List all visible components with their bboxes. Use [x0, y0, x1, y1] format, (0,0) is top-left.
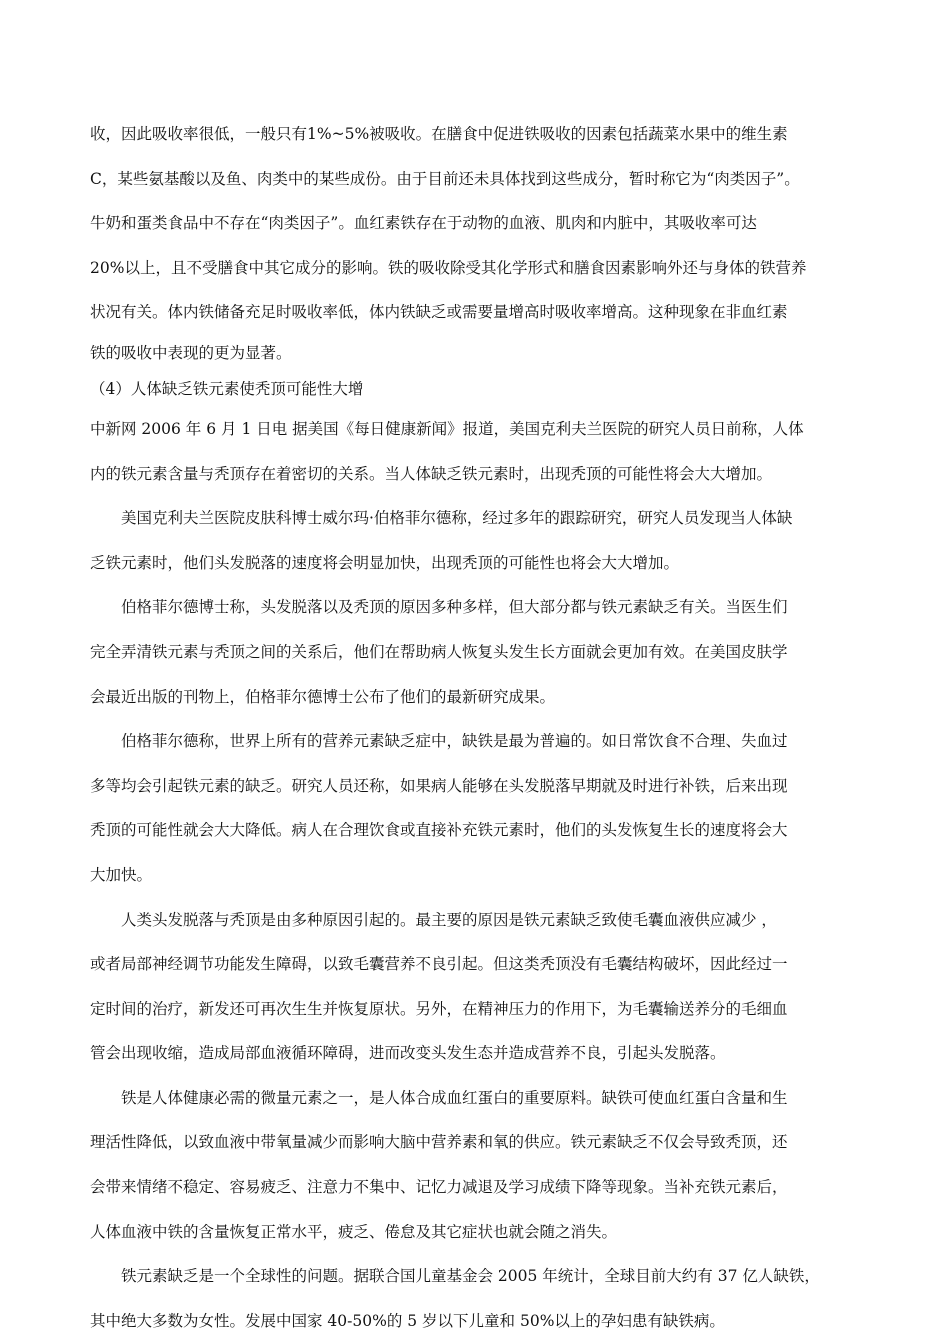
paragraph-6	[90, 1254, 870, 1343]
text-line: 伯格菲尔德称，世界上所有的营养元素缺乏症中，缺铁是最为普遍的。如日常饮食不合理、失血过	[121, 732, 788, 751]
text-line: 或者局部神经调节功能发生障碍，以致毛囊营养不良引起。但这类秃顶没有毛囊结构破坏，因此经过一	[90, 955, 788, 974]
text-line: 人类头发脱落与秃顶是由多种原因引起的。最主要的原因是铁元素缺乏致使毛囊血液供应减少 ，	[121, 910, 777, 929]
text-line: 会带来情绪不稳定、容易疲乏、注意力不集中、记忆力减退及学习成绩下降等现象。当补充铁元素后，	[90, 1178, 788, 1197]
text-line: 乏铁元素时，他们头发脱落的速度将会明显加快，出现秃顶的可能性也将会大大增加。	[90, 553, 680, 572]
text-line: 伯格菲尔德博士称，头发脱落以及秃顶的原因多种多样，但大部分都与铁元素缺乏有关。当医生们	[121, 598, 788, 617]
document-page	[90, 112, 870, 1343]
intro-paragraph	[90, 112, 870, 371]
text-line: 状况有关。体内铁储备充足时吸收率低，体内铁缺乏或需要量增高时吸收率增高。这种现象在非血红素	[90, 303, 788, 322]
section-heading: （4）人体缺乏铁元素使秃顶可能性大增	[90, 379, 364, 398]
text-line: 铁是人体健康必需的微量元素之一，是人体合成血红蛋白的重要原料。缺铁可使血红蛋白含量和生	[121, 1088, 788, 1107]
text-line: 内的铁元素含量与秃顶存在着密切的关系。当人体缺乏铁元素时，出现秃顶的可能性将会大大增加。	[90, 464, 773, 483]
text-line: 管会出现收缩，造成局部血液循环障碍，进而改变头发生态并造成营养不良，引起头发脱落。	[90, 1044, 726, 1063]
text-line: 20%以上，且不受膳食中其它成分的影响。铁的吸收除受其化学形式和膳食因素影响外还与身体的铁营养	[90, 258, 807, 277]
paragraph-1	[90, 496, 870, 585]
text-line: 秃顶的可能性就会大大降低。病人在合理饮食或直接补充铁元素时，他们的头发恢复生长的速度将会大	[90, 821, 788, 840]
text-line: 完全弄清铁元素与秃顶之间的关系后，他们在帮助病人恢复头发生长方面就会更加有效。在美国皮肤学	[90, 642, 788, 661]
text-line: 会最近出版的刊物上，伯格菲尔德博士公布了他们的最新研究成果。	[90, 687, 556, 706]
text-line: 大加快。	[90, 865, 153, 884]
text-line: C，某些氨基酸以及鱼、肉类中的某些成份。由于目前还未具体找到这些成分，暂时称它为“肉类因子”。	[90, 169, 800, 188]
news-paragraph	[90, 407, 870, 496]
text-line: 牛奶和蛋类食品中不存在“肉类因子”。血红素铁存在于动物的血液、肌肉和内脏中，其吸收率可达	[90, 214, 757, 233]
text-line: 人体血液中铁的含量恢复正常水平，疲乏、倦怠及其它症状也就会随之消失。	[90, 1222, 618, 1241]
text-line: 收，因此吸收率很低，一般只有1%~5%被吸收。在膳食中促进铁吸收的因素包括蔬菜水果中的维生素	[90, 125, 788, 143]
text-line: 铁的吸收中表现的更为显著。	[90, 343, 292, 362]
text-line: 定时间的治疗，新发还可再次生生并恢复原状。另外，在精神压力的作用下，为毛囊输送养分的毛细血	[90, 999, 788, 1018]
text-line: 理活性降低，以致血液中带氧量减少而影响大脑中营养素和氧的供应。铁元素缺乏不仅会导致秃顶，还	[90, 1133, 788, 1152]
paragraph-2	[90, 585, 870, 719]
text-line: 其中绝大多数为女性。发展中国家 40-50%的 5 岁以下儿童和 50%以上的孕妇患有缺铁病。	[90, 1311, 725, 1330]
paragraph-5	[90, 1076, 870, 1254]
text-line: 多等均会引起铁元素的缺乏。研究人员还称，如果病人能够在头发脱落早期就及时进行补铁，后来出现	[90, 776, 788, 795]
text-line: 铁元素缺乏是一个全球性的问题。据联合国儿童基金会 2005 年统计，全球目前大约有 37 亿人缺铁，	[121, 1267, 820, 1286]
paragraph-3	[90, 719, 870, 897]
text-line: 美国克利夫兰医院皮肤科博士威尔玛·伯格菲尔德称，经过多年的跟踪研究，研究人员发现当人体缺	[121, 509, 793, 528]
text-line: 中新网 2006 年 6 月 1 日电 据美国《每日健康新闻》报道，美国克利夫兰医院的研究人员日前称，人体	[90, 419, 804, 438]
paragraph-4	[90, 898, 870, 1076]
